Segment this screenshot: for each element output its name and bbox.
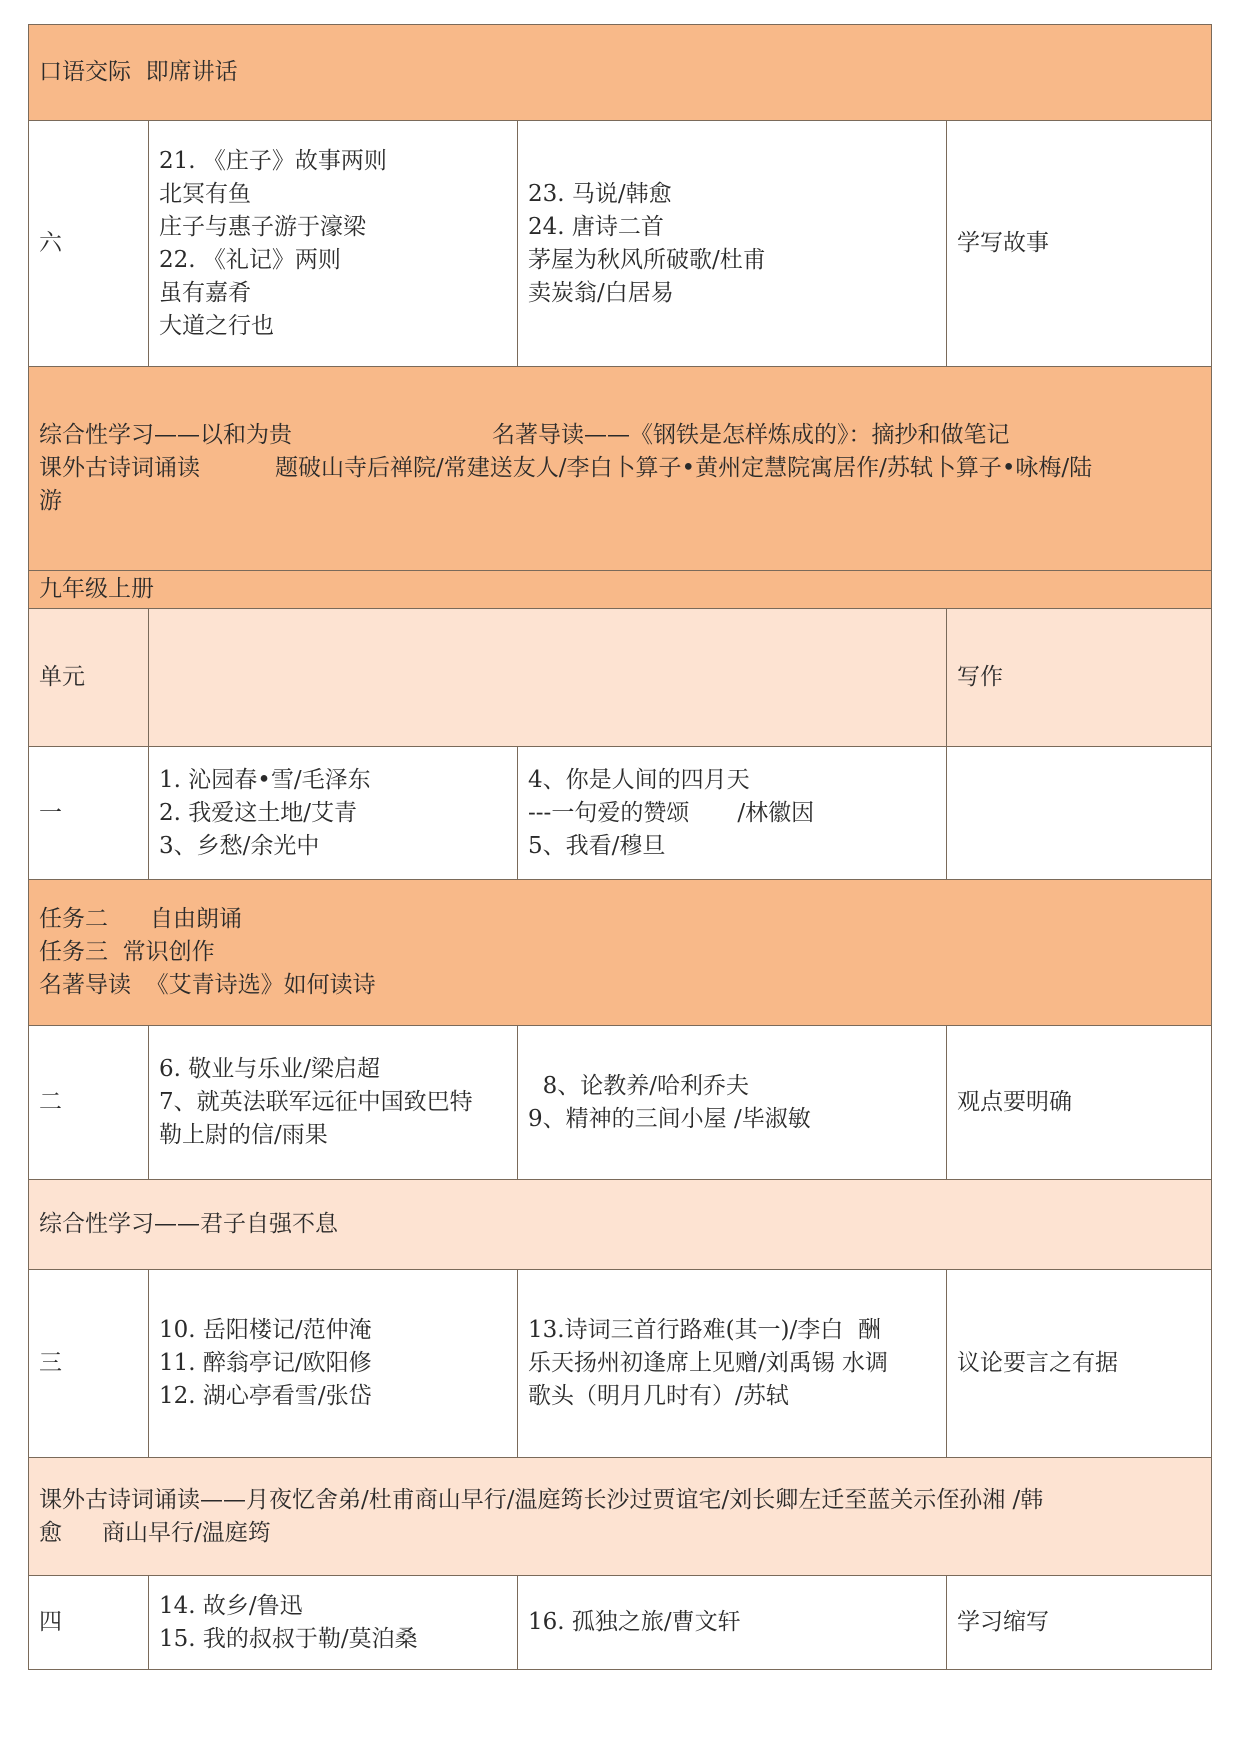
table-row: [29, 1180, 1212, 1270]
activity-row: 综合性学习——以和为贵 名著导读——《钢铁是怎样炼成的》：摘抄和做笔记 课外古诗词诵读 题破山寺后禅院/常建送友人/李白卜算子•黄州定慧院寓居作/苏轼卜算子•咏梅/陆 游: [29, 367, 1212, 571]
table-row: [29, 609, 1212, 747]
writing-cell: 观点要明确: [947, 1026, 1212, 1180]
poem-reading-row: 课外古诗词诵读——月夜忆舍弟/杜甫商山早行/温庭筠长沙过贾谊宅/刘长卿左迁至蓝关示侄孙湘 /韩 愈 商山早行/温庭筠: [29, 1458, 1212, 1576]
table-row: [29, 1270, 1212, 1458]
lessons-cell: 23. 马说/韩愈 24. 唐诗二首 茅屋为秋风所破歌/杜甫 卖炭翁/白居易: [518, 121, 947, 367]
lessons-cell: 6. 敬业与乐业/梁启超 7、就英法联军远征中国致巴特 勒上尉的信/雨果: [149, 1026, 518, 1180]
table-row: [29, 1576, 1212, 1670]
lessons-cell: 1. 沁园春•雪/毛泽东 2. 我爱这土地/艾青 3、乡愁/余光中: [149, 747, 518, 880]
lessons-cell: 16. 孤独之旅/曹文轩: [518, 1576, 947, 1670]
lessons-cell: 21. 《庄子》故事两则 北冥有鱼 庄子与惠子游于濠梁 22. 《礼记》两则 虽有嘉肴 大道之行也: [149, 121, 518, 367]
table-row: [29, 571, 1212, 609]
table-row: [29, 1026, 1212, 1180]
activity-row: 综合性学习——君子自强不息: [29, 1180, 1212, 1270]
writing-cell: 学习缩写: [947, 1576, 1212, 1670]
unit-cell: 六: [29, 121, 149, 367]
table-row: [29, 1458, 1212, 1576]
table-row: [29, 367, 1212, 571]
curriculum-table: [28, 24, 1212, 1670]
lessons-cell: 13.诗词三首行路难(其一)/李白 酬 乐天扬州初逢席上见赠/刘禹锡 水调 歌头（明月几时有）/苏轼: [518, 1270, 947, 1458]
table-row: [29, 121, 1212, 367]
writing-cell: [947, 747, 1212, 880]
unit-cell: 二: [29, 1026, 149, 1180]
table-row: [29, 747, 1212, 880]
grade-title: 九年级上册: [29, 571, 1212, 609]
header-unit: 单元: [29, 609, 149, 747]
task-row: 任务二 自由朗诵 任务三 常识创作 名著导读 《艾青诗选》如何读诗: [29, 880, 1212, 1026]
header-lessons: [149, 609, 947, 747]
unit-cell: 一: [29, 747, 149, 880]
writing-cell: 议论要言之有据: [947, 1270, 1212, 1458]
lessons-cell: 8、论教养/哈利乔夫 9、精神的三间小屋 /毕淑敏: [518, 1026, 947, 1180]
unit-cell: 三: [29, 1270, 149, 1458]
lessons-cell: 4、你是人间的四月天 ---一句爱的赞颂 /林徽因 5、我看/穆旦: [518, 747, 947, 880]
table-row: [29, 880, 1212, 1026]
lessons-cell: 14. 故乡/鲁迅 15. 我的叔叔于勒/莫泊桑: [149, 1576, 518, 1670]
lessons-cell: 10. 岳阳楼记/范仲淹 11. 醉翁亭记/欧阳修 12. 湖心亭看雪/张岱: [149, 1270, 518, 1458]
oral-communication-row: 口语交际 即席讲话: [29, 25, 1212, 121]
table-row: [29, 25, 1212, 121]
header-writing: 写作: [947, 609, 1212, 747]
writing-cell: 学写故事: [947, 121, 1212, 367]
unit-cell: 四: [29, 1576, 149, 1670]
